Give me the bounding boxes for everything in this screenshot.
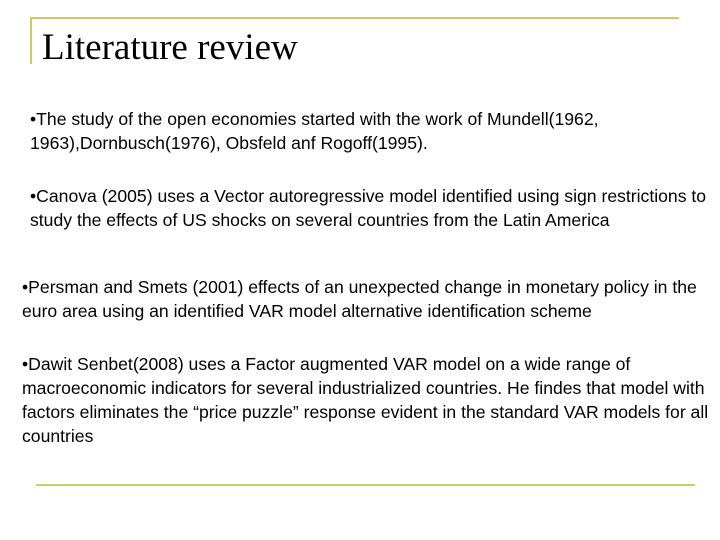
slide-title: Literature review: [42, 27, 298, 68]
bullet-text: Persman and Smets (2001) effects of an unexpected change in monetary policy in the euro area using an identified VAR model alternative identification scheme: [22, 277, 697, 321]
bullet-marker: •: [30, 109, 37, 129]
bullet-text: The study of the open economies started with the work of Mundell(1962, 1963),Dornbusch(1976), Obsfeld anf Rogoff(1995).: [30, 109, 599, 153]
bullet-item-2: [30, 184, 720, 232]
bullet-text: Canova (2005) uses a Vector autoregressive model identified using sign restrictions to study the effects of US shocks on several countries from the Latin America: [30, 186, 707, 230]
bottom-decorative-rule: [36, 484, 695, 486]
bullet-item-4: [22, 352, 712, 448]
bullet-item-3: [22, 275, 712, 323]
bullet-item-1: [30, 107, 720, 155]
bullet-marker: •: [22, 354, 29, 374]
left-decorative-rule: [30, 17, 32, 64]
bullet-marker: •: [22, 277, 29, 297]
top-decorative-rule: [30, 17, 679, 19]
bullet-marker: •: [30, 186, 37, 206]
bullet-text: Dawit Senbet(2008) uses a Factor augmented VAR model on a wide range of macroeconomic indicators for several industrialized countries. He findes that model with factors eliminates the “price puzzle” response evident in the standard VAR models for all countries: [22, 354, 709, 446]
